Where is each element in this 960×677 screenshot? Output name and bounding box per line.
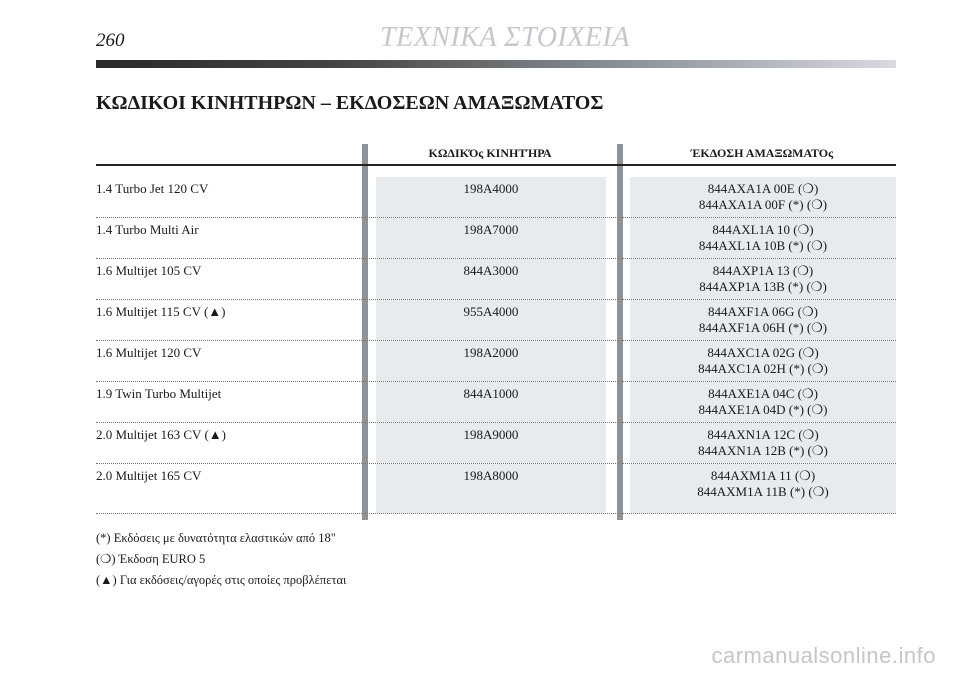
table-header-row [96, 144, 896, 166]
engine-name: 1.6 Multijet 115 CV (▲) [96, 304, 226, 319]
engine-code: 955A4000 [376, 300, 606, 340]
table-row [96, 382, 896, 423]
body-version-line: 844AXA1A 00E (❍) [707, 181, 819, 196]
engine-name: 1.6 Multijet 105 CV [96, 263, 202, 278]
body-version [630, 464, 896, 513]
engine-code-table [96, 144, 896, 514]
engine-code: 844A3000 [376, 259, 606, 299]
body-version-line: 844AXF1A 06H (*) (❍) [698, 320, 828, 335]
body-version-line: 844AXC1A 02G (❍) [707, 345, 819, 360]
engine-code: 198A8000 [376, 464, 606, 513]
body-version-line: 844AXL1A 10 (❍) [712, 222, 814, 237]
engine-name: 1.9 Twin Turbo Multijet [96, 386, 222, 401]
body-version [630, 382, 896, 422]
engine-name: 1.4 Turbo Multi Air [96, 222, 199, 237]
table-row [96, 300, 896, 341]
body-version-line: 844AXF1A 06G (❍) [708, 304, 818, 319]
engine-name: 2.0 Multijet 165 CV [96, 468, 202, 483]
body-version-line: 844AXE1A 04D (*) (❍) [698, 402, 828, 417]
section-header-title: ΤΕΧΝΙΚΑ ΣΤΟΙΧΕΙΑ [380, 22, 630, 53]
engine-code: 198A7000 [376, 218, 606, 258]
watermark: carmanualsonline.info [711, 643, 936, 668]
body-version-line: 844AXL1A 10B (*) (❍) [698, 238, 828, 253]
body-version-line: 844AXC1A 02H (*) (❍) [698, 361, 828, 376]
body-version [630, 341, 896, 381]
engine-name: 1.6 Multijet 120 CV [96, 345, 202, 360]
body-version-line: 844AXM1A 11B (*) (❍) [697, 484, 829, 499]
footnote-item: (▲) Για εκδόσεις/αγορές στις οποίες προβλέπεται [96, 573, 347, 587]
table-row [96, 218, 896, 259]
body-version [630, 177, 896, 217]
engine-code: 198A9000 [376, 423, 606, 463]
header-engine-code: ΚΩΔΙΚΌς ΚΙΝΗΤΉΡΑ [428, 146, 552, 160]
table-row [96, 464, 896, 514]
table-row [96, 341, 896, 382]
engine-code: 844A1000 [376, 382, 606, 422]
body-version [630, 259, 896, 299]
footnote-item: (*) Εκδόσεις με δυνατότητα ελαστικών από 18" [96, 531, 336, 545]
header-divider-bar [96, 60, 896, 68]
page-title: ΚΩΔΙΚΟΙ ΚΙΝΗΤΗΡΩΝ – ΕΚΔΟΣΕΩΝ ΑΜΑΞΩΜΑΤΟΣ [96, 92, 604, 114]
footnote-item: (❍) Έκδοση EURO 5 [96, 552, 206, 566]
footnotes [96, 528, 346, 591]
body-version-line: 844AXA1A 00F (*) (❍) [698, 197, 828, 212]
body-version-line: 844AXP1A 13 (❍) [712, 263, 814, 278]
body-version-line: 844AXN1A 12C (❍) [707, 427, 819, 442]
body-version-line: 844AXM1A 11 (❍) [710, 468, 816, 483]
page-number: 260 [96, 30, 125, 51]
engine-code: 198A4000 [376, 177, 606, 217]
header-body-version: ΈΚΔΟΣΗ ΑΜΑΞΩΜΑΤΟς [690, 146, 834, 160]
engine-name: 2.0 Multijet 163 CV (▲) [96, 427, 226, 442]
body-version [630, 300, 896, 340]
body-version [630, 423, 896, 463]
table-row [96, 177, 896, 218]
table-row [96, 423, 896, 464]
body-version [630, 218, 896, 258]
engine-code: 198A2000 [376, 341, 606, 381]
table-row [96, 259, 896, 300]
body-version-line: 844AXE1A 04C (❍) [708, 386, 818, 401]
engine-name: 1.4 Turbo Jet 120 CV [96, 181, 209, 196]
body-version-line: 844AXN1A 12B (*) (❍) [698, 443, 828, 458]
body-version-line: 844AXP1A 13B (*) (❍) [699, 279, 827, 294]
